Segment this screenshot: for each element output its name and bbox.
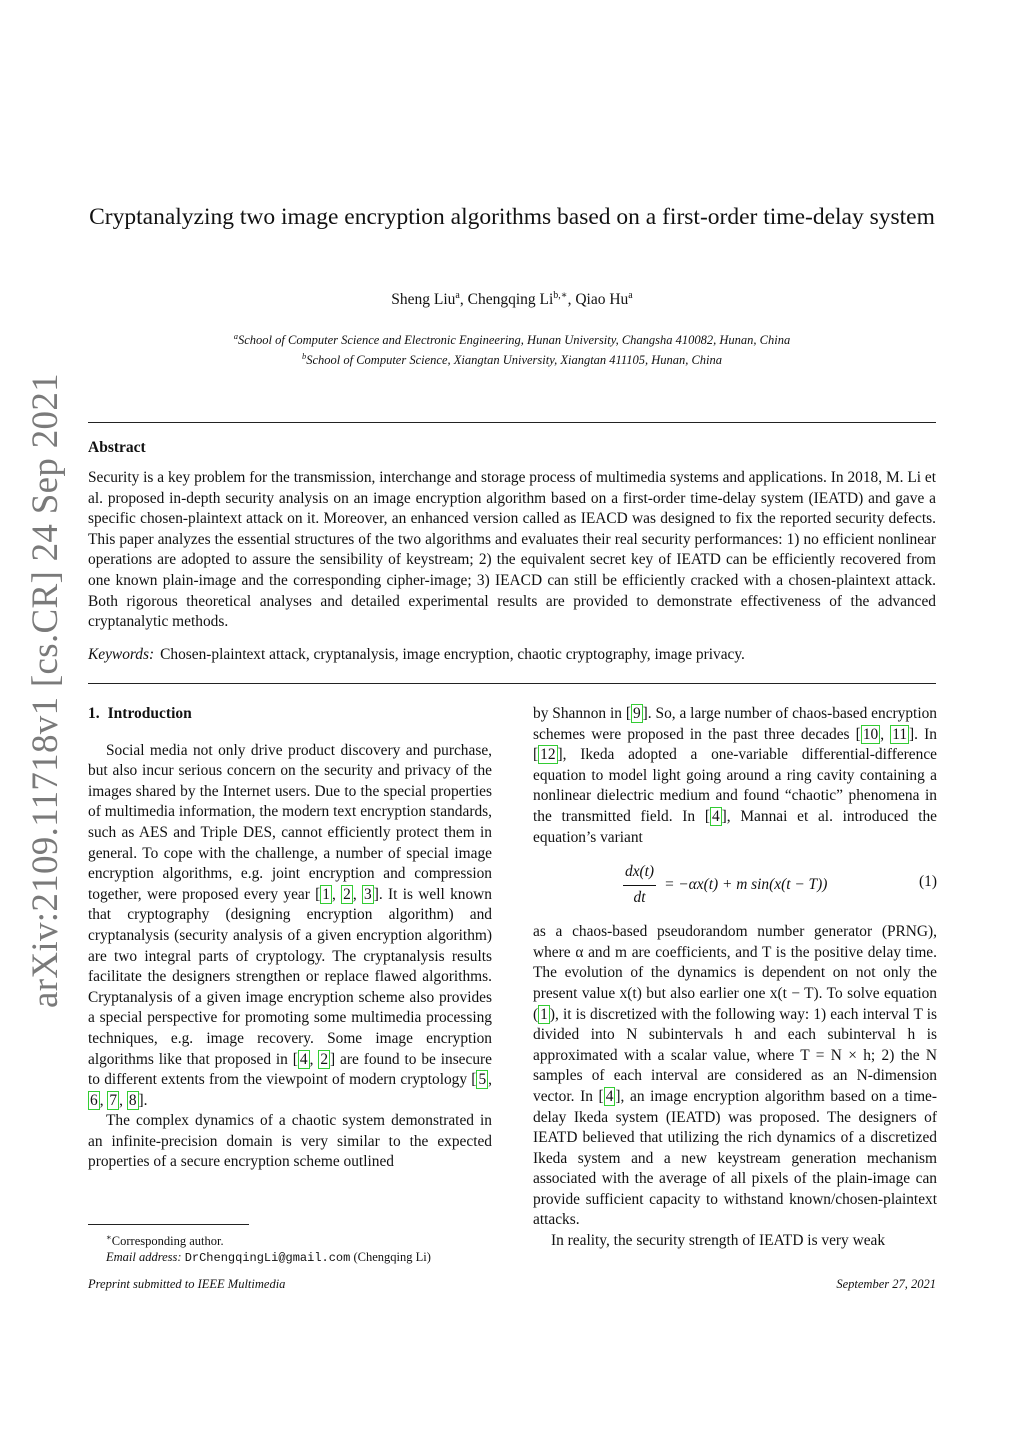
citation-link[interactable]: 8 [128, 1091, 137, 1109]
citation-link[interactable]: 5 [478, 1071, 487, 1089]
text-run: ], Ikeda adopted a one-variable differential-difference equation to model light going around a ring cavity containing a nonlinear dielectric medium and found “chaotic” phenomena in the transmitted field. In [ [533, 746, 937, 825]
citation-link[interactable]: 3 [364, 885, 372, 903]
text-run: ], an image encryption algorithm based on a time-delay Ikeda system (IEATD) was proposed. The designers of IEATD believed that utilizing the rich dynamics of a discretized Ikeda system and a new keystream generation mechanism associated with the average of all pixels of the plain-image can provide sufficient capacity to withstand known/chosen-plaintext attacks. [533, 1087, 938, 1229]
intro-paragraph-3 [533, 704, 937, 848]
text-run: ]. [138, 1091, 148, 1109]
citation-link[interactable]: 2 [343, 885, 351, 903]
footnote-email [88, 1249, 508, 1266]
affiliation [88, 328, 936, 348]
text-run: ]. So, a large number of chaos-based encryption schemes were proposed in the past three decades [ [533, 705, 937, 743]
affiliation-text: School of Computer Science and Electronic Engineering, Hunan University, Changsha 410082, Hunan, China [238, 333, 791, 348]
affiliations [88, 328, 936, 368]
email-label: Email address: [106, 1250, 182, 1265]
abstract-divider [88, 683, 936, 684]
equation-number: (1) [919, 873, 937, 891]
footer-date: September 27, 2021 [836, 1277, 936, 1291]
author-name: Chengqing Li [467, 291, 554, 309]
footnote-divider [88, 1224, 249, 1225]
citation-link[interactable]: 11 [892, 725, 908, 743]
text-run: , [309, 1050, 319, 1068]
keywords-text: Chosen-plaintext attack, cryptanalysis, image encryption, chaotic cryptography, image privacy. [160, 646, 745, 663]
text-run: ], Mannai et al. introduced the equation’s variant [533, 807, 937, 846]
equation-denominator: dt [633, 888, 646, 906]
footnotes [88, 1229, 508, 1266]
arxiv-stamp-container [10, 290, 80, 1090]
text-run: , [488, 1071, 492, 1089]
equation-rhs: = −αx(t) + m sin(x(t − T)) [664, 875, 828, 893]
footer-preprint: Preprint submitted to IEEE Multimedia [88, 1277, 286, 1291]
citation-link[interactable]: 9 [632, 705, 641, 722]
citation-link[interactable]: 4 [711, 807, 720, 825]
text-run: ] are found to be insecure to different extents from the viewpoint of modern cryptology [ [88, 1050, 492, 1089]
top-divider [88, 422, 936, 423]
citation-link[interactable]: 12 [540, 746, 556, 764]
citation-link[interactable]: 6 [90, 1091, 98, 1109]
email-address[interactable]: DrChengqingLi@gmail.com [184, 1251, 351, 1266]
intro-paragraph-4 [533, 922, 937, 1231]
affiliation-mark: a [233, 331, 238, 341]
text-run: , [119, 1091, 127, 1109]
affiliation-text: School of Computer Science, Xiangtan University, Xiangtan 411105, Hunan, China [306, 353, 723, 368]
citation-link[interactable]: 4 [299, 1050, 308, 1068]
text-run: by Shannon in [ [533, 705, 631, 722]
section-title: Introduction [107, 705, 192, 722]
citation-link[interactable]: 2 [320, 1050, 329, 1068]
equation-1 [533, 854, 937, 916]
author-list: Sheng Liu$^a$, Chengqing $Li^{b,∗}$, Qiao Hu$^a$ [391, 290, 633, 309]
abstract-heading: Abstract [88, 439, 146, 456]
text-run: ]. It is well known that cryptography (designing encryption algorithm) and cryptanalysis (security analysis of a given encryption algorithm) are two integral parts of cryptology. The cryptanalysis results facilitate the designers strengthen or replace flawed algorithms. Cryptanalysis of a given image encryption scheme also provides a special perspective for promoting some multimedia processing techniques, e.g. image recovery. Some image encryption algorithms like that proposed in [ [88, 885, 492, 1068]
intro-paragraph-1 [88, 741, 492, 1112]
author-mark: a [455, 290, 460, 301]
equation-fraction [623, 862, 656, 908]
intro-paragraph-5: In reality, the security strength of IEATD is very weak [551, 1232, 886, 1250]
left-column [88, 704, 492, 1173]
abstract-text: Security is a key problem for the transmission, interchange and storage process of multimedia systems and applications. In 2018, M. Li et al. proposed in-depth security analysis on an image encryption algorithm based on a first-order time-delay system (IEATD) and gave a specific chosen-plaintext attack on it. Moreover, an enhanced version called as IEACD was designed to fix the reported security defects. This paper analyzes the essential structures of the two algorithms and evaluates their real security performances: 1) no efficient nonlinear operations are adopted to assure the sensibility of keystream; 2) the equivalent secret key of IEATD can be efficiently recovered from one known plain-image and the corresponding cipher-image; 3) IEACD can still be efficiently cracked with a chosen-plaintext attack. Both rigorous theoretical analyses and detailed experimental results are provided to demonstrate effectiveness of the advanced cryptanalytic methods. [88, 469, 936, 631]
citation-link[interactable]: 4 [605, 1087, 614, 1105]
citation-link[interactable]: 1 [322, 885, 330, 903]
author-mark: b,∗ [553, 290, 568, 301]
author-name: Sheng Liu [391, 291, 456, 309]
keywords-label: Keywords: [88, 646, 155, 663]
section-heading [88, 704, 492, 725]
text-run: ), it is discretized with the following way: 1) each interval T is divided into N subintervals h and each subinterval h is approximated with a scalar value, where T = N × h; 2) the N samples of each interval are considered as an N-dimension vector. In [ [533, 1005, 937, 1105]
text-run: as a chaos-based pseudorandom number generator (PRNG), where α and m are coefficients, and T is the positive delay time. The evolution of the dynamics is dependent on not only the present value x(t) but also earlier one x(t − T). To solve equation ( [533, 923, 937, 1023]
text-run: , [99, 1091, 108, 1109]
footnote-mark: ∗ [106, 1232, 112, 1242]
paper-title: Cryptanalyzing two image encryption algorithms based on a first-order time-delay system [89, 204, 935, 230]
citation-link[interactable]: 7 [109, 1091, 118, 1109]
keywords [88, 646, 936, 664]
equation-body [623, 862, 827, 908]
author-name: Qiao Hu [575, 291, 629, 309]
email-owner: (Chengqing Li) [353, 1250, 431, 1265]
footnote-text: Corresponding author. [111, 1234, 224, 1249]
text-run: , [352, 885, 363, 903]
equation-ref-link[interactable]: 1 [540, 1005, 548, 1023]
text-run: , [332, 885, 342, 903]
author-mark: a [628, 290, 633, 301]
equation-numerator: dx(t) [623, 862, 656, 886]
affiliation [88, 348, 936, 368]
text-run: , [880, 725, 891, 743]
arxiv-stamp: arXiv:2109.11718v1 [cs.CR] 24 Sep 2021 [24, 372, 66, 1008]
right-column [533, 704, 937, 1252]
text-run: ]. In [ [533, 725, 937, 764]
footnote-corresponding [88, 1229, 508, 1249]
affiliation-mark: b [301, 351, 307, 362]
intro-paragraph-2: The complex dynamics of a chaotic system demonstrated in an infinite-precision domain is very similar to the expected properties of a secure encryption scheme outlined [88, 1112, 492, 1171]
citation-link[interactable]: 10 [862, 725, 879, 743]
text-run: Social media not only drive product discovery and purchase, but also incur serious concern on the security and privacy of the images shared by the Internet users. Due to the special properties of multimedia information, the modern text encryption standards, such as AES and Triple DES, cannot efficiently protect them in general. To cope with the challenge, a number of special image encryption algorithms, e.g. joint encryption and compression together, were proposed every year [ [88, 741, 492, 903]
section-number: 1. [88, 705, 100, 722]
